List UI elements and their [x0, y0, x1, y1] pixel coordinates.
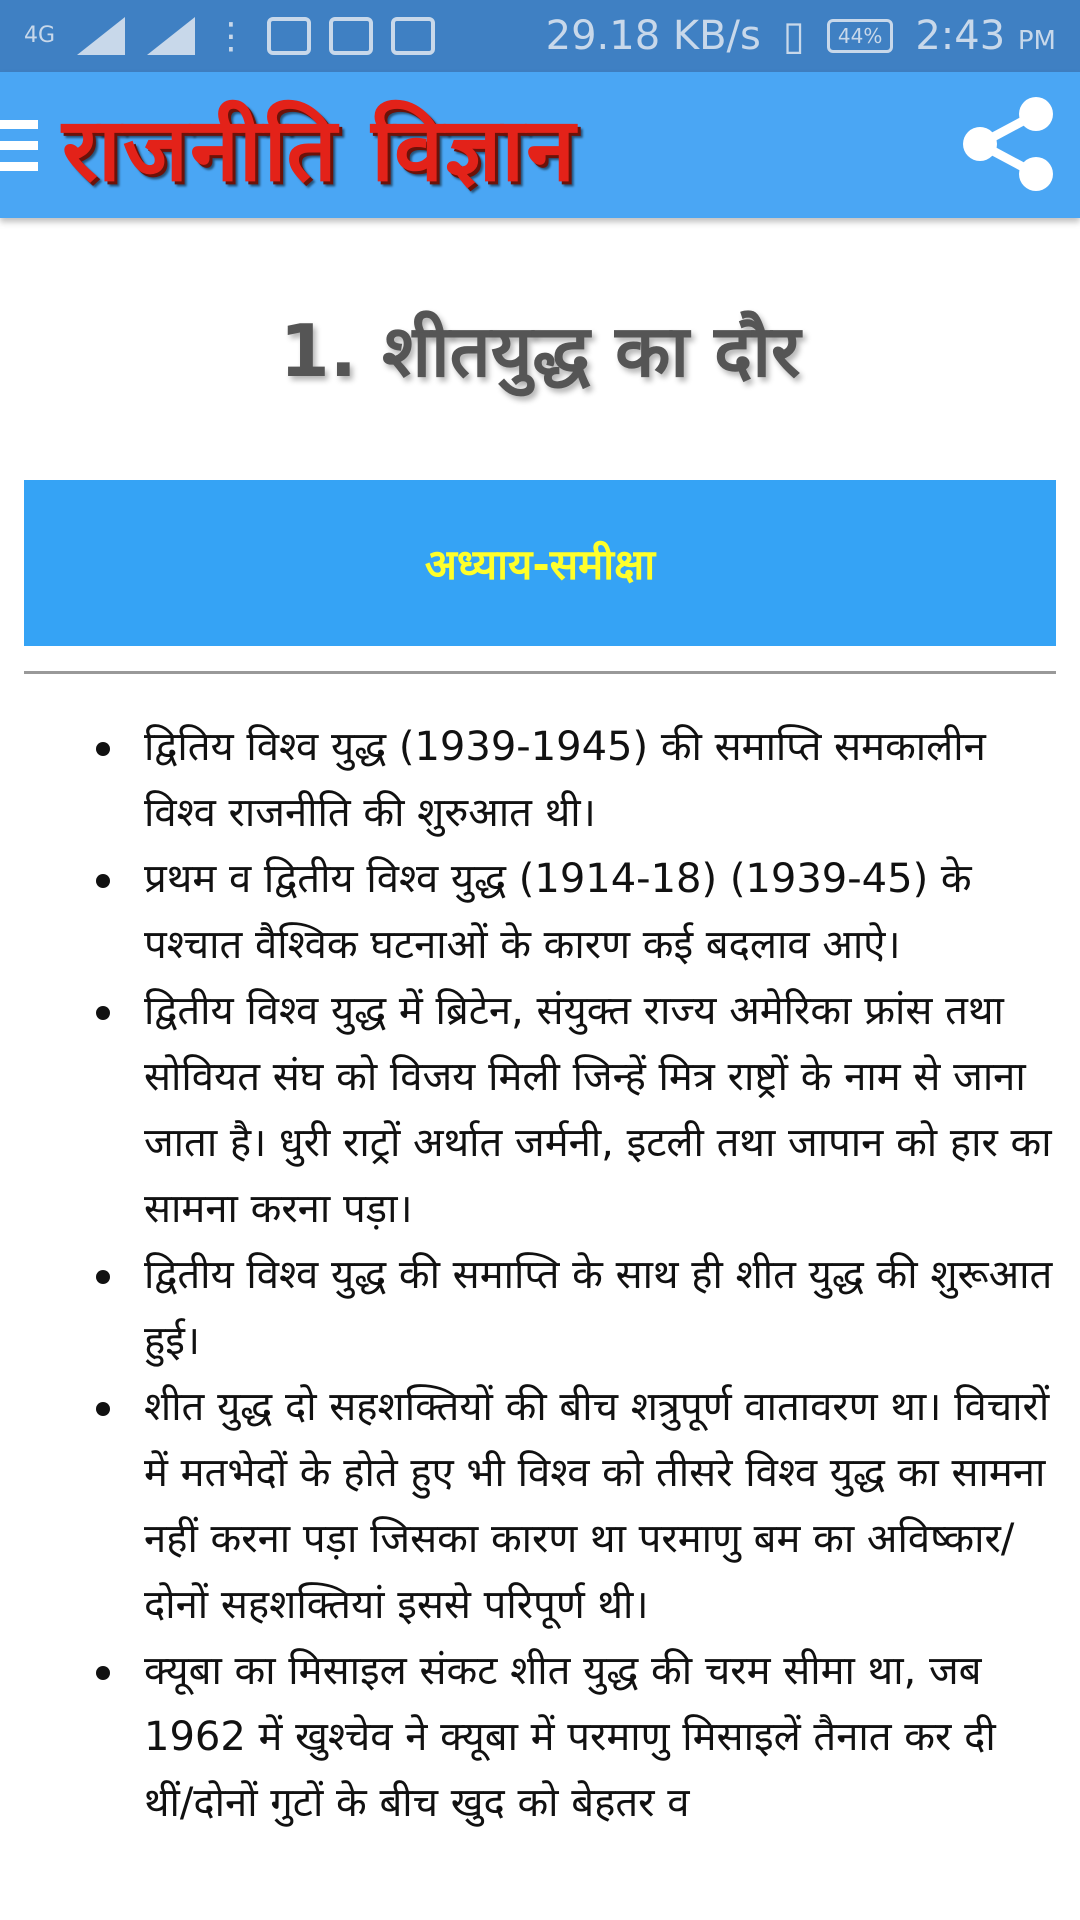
list-item: शीत युद्ध दो सहशक्तियों की बीच शत्रुपूर्ण वातावरण था। विचारों में मतभेदों के होते हुए भी विश्व को तीसरे विश्व युद्ध का सामना नहीं करना पड़ा जिसका कारण था परमाणु बम का अविष्कार/दोनों सहशक्तियां इससे परिपूर्ण थी।	[144, 1374, 1080, 1638]
list-item: द्वितीय विश्व युद्ध में ब्रिटेन, संयुक्त राज्य अमेरिका फ्रांस तथा सोवियत संघ को विजय मिली जिन्हें मित्र राष्ट्रों के नाम से जाना जाता है। धुरी राट्रों अर्थात जर्मनी, इटली तथा जापान को हार का सामना करना पड़ा।	[144, 978, 1080, 1242]
summary-list	[0, 714, 1080, 1836]
list-item: प्रथम व द्वितीय विश्व युद्ध (1914-18) (1939-45) के पश्चात वैश्विक घटनाओं के कारण कई बदलाव आऐ।	[144, 846, 1080, 978]
divider	[24, 671, 1056, 674]
signal-sim1-icon	[73, 17, 125, 55]
gmail-icon	[391, 17, 435, 55]
gallery-icon	[329, 17, 373, 55]
share-icon[interactable]	[954, 90, 1062, 198]
clock-suffix: PM	[1017, 26, 1056, 56]
section-header	[24, 480, 1056, 646]
chapter-heading: 1. शीतयुद्ध का दौर	[279, 309, 801, 393]
app-title: राजनीति विज्ञान	[62, 97, 578, 201]
network-speed: 29.18 KB/s	[545, 13, 761, 59]
battery-indicator: 44%	[827, 19, 893, 53]
clock-time: 2:43	[915, 13, 1006, 59]
network-type: 4G	[24, 23, 56, 48]
list-item: क्यूबा का मिसाइल संकट शीत युद्ध की चरम सीमा था, जब 1962 में खुश्चेव ने क्यूबा में परमाणु मिसाइलें तैनात कर दी थीं/दोनों गुटों के बीच खुद को बेहतर व	[144, 1638, 1080, 1836]
clock	[915, 13, 1056, 59]
status-bar	[0, 0, 1080, 72]
message-icon	[267, 17, 311, 55]
status-right	[546, 13, 1056, 59]
menu-icon[interactable]	[0, 120, 38, 172]
list-item: द्वितिय विश्व युद्ध (1939-1945) की समाप्ति समकालीन विश्व राजनीति की शुरुआत थी।	[144, 714, 1080, 846]
more-notifications-icon: ⋮	[213, 15, 250, 57]
signal-sim2-icon	[143, 17, 195, 55]
vibrate-icon: ▯	[782, 13, 805, 59]
status-left	[24, 16, 435, 57]
list-item: द्वितीय विश्व युद्ध की समाप्ति के साथ ही शीत युद्ध की शुरूआत हुई।	[144, 1242, 1080, 1374]
app-bar	[0, 72, 1080, 218]
section-title: अध्याय-समीक्षा	[424, 539, 656, 589]
